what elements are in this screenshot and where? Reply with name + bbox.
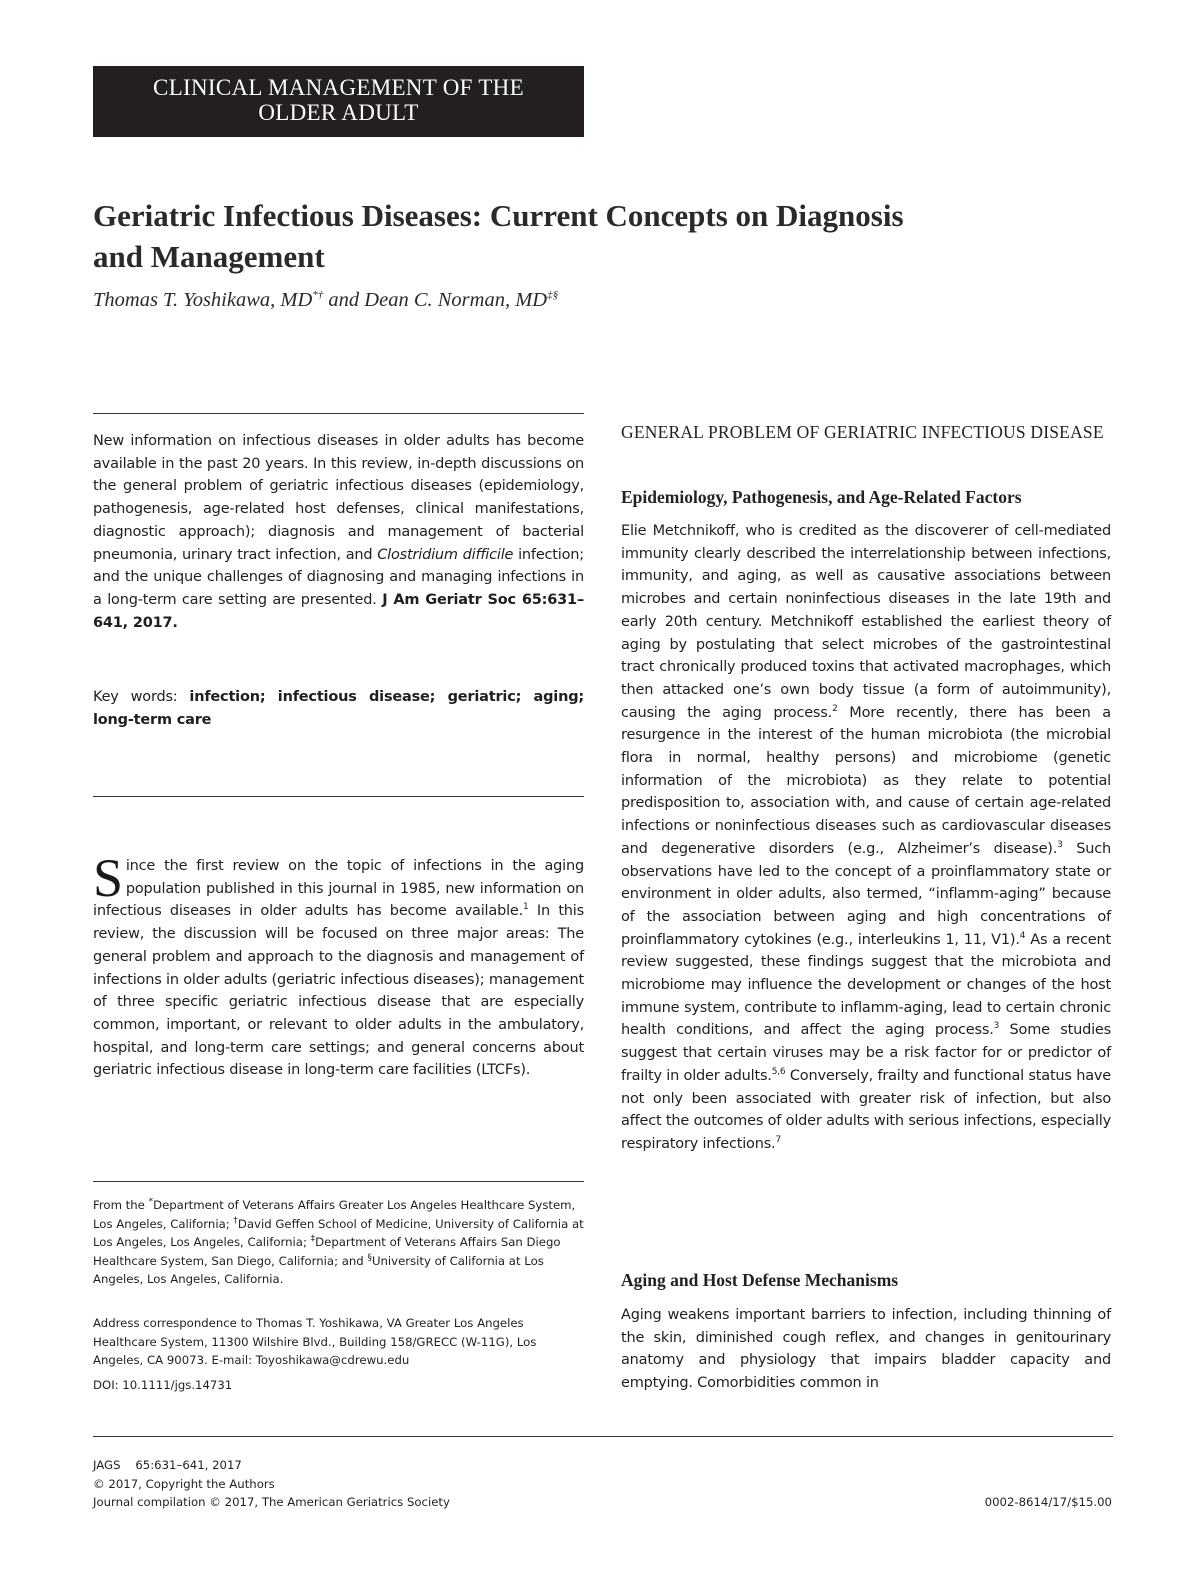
abstract-text: New information on infectious diseases in older adults has become available in the past 20 years. In this review, in-depth discussions on the general problem of geriatric infectious diseases (epidemiology, pathogenesis, age-related host defenses, clinical manifestations, diagnostic approach); diagnosis and management of bacterial pneumonia, urinary tract infection, and	[93, 433, 584, 563]
body-text: More recently, there has been a resurgence in the interest of the human microbiota (the microbial flora in normal, healthy persons) and microbiome (genetic information of the microbiota) as they relate to potential predisposition to, association with, and cause of certain age-related infections or noninfectious diseases such as cardiovascular diseases and degenerative disorders (e.g., Alzheimer’s disease).	[621, 704, 1111, 857]
title-line-2: and Management	[93, 239, 325, 274]
ref-5-6: 5,6	[771, 1067, 786, 1078]
intro-text-1: ince the first review on the topic of infections in the aging population published in this journal in 1985, new information on infectious diseases in older adults has become available.	[93, 858, 584, 920]
abstract-bottom-rule	[93, 796, 584, 797]
abstract-top-rule	[93, 413, 584, 414]
author-2-affil-marks: ‡§	[547, 289, 559, 302]
affil-mark: *	[148, 1197, 154, 1208]
footer-issn: 0002-8614/17/$15.00	[984, 1495, 1112, 1509]
author-2: Dean C. Norman, MD	[364, 289, 548, 311]
body-text: Conversely, frailty and functional status have not only been associated with greater risk of infection, but also affect the outcomes of older adults with serious infections, especially respiratory infections.	[621, 1067, 1111, 1152]
subsection-heading-host-defense: Aging and Host Defense Mechanisms	[621, 1270, 899, 1290]
keywords	[93, 686, 584, 731]
correspondence: Address correspondence to Thomas T. Yoshikawa, VA Greater Los Angeles Healthcare System, 11300 Wilshire Blvd., Building 158/GRECC (W-11G), Los Angeles, CA 90073. E-mail: Toyoshikawa@cdrewu.edu	[93, 1316, 537, 1368]
ref-3: 3	[1057, 840, 1063, 851]
affil-text: From the	[93, 1198, 145, 1212]
intro-text-2: In this review, the discussion will be focused on three major areas: The general problem and approach to the diagnosis and management of infections in older adults (geriatric infectious diseases); management of three specific geriatric infectious disease that are especially common, important, or relevant to older adults in the ambulatory, hospital, and long-term care settings; and general concerns about geriatric infectious disease in long-term care facilities (LTCFs).	[93, 903, 584, 1079]
author-line	[93, 289, 893, 312]
footer-journal: JAGS 65:631–641, 2017	[93, 1458, 242, 1472]
ref-7: 7	[775, 1135, 781, 1146]
ref-2: 2	[832, 703, 838, 714]
author-1-affil-marks: *†	[312, 289, 324, 302]
banner-line-1: CLINICAL MANAGEMENT OF THE	[153, 75, 524, 100]
abstract-text-2: infection; and the unique challenges of diagnosing and managing infections in a long-term care setting are presented.	[93, 546, 584, 608]
footer-rule	[93, 1436, 1113, 1437]
ref-1: 1	[523, 902, 529, 913]
article-title	[93, 195, 1093, 277]
title-line-1: Geriatric Infectious Diseases: Current Concepts on Diagnosis	[93, 198, 904, 233]
footer-copyright: © 2017, Copyright the Authors	[93, 1476, 275, 1491]
section-banner	[93, 66, 584, 137]
body-text: Some studies suggest that certain viruses may be a risk factor for or predictor of frailty in older adults.	[621, 1022, 1111, 1084]
doi-link[interactable]: DOI: 10.1111/jgs.14731	[93, 1378, 233, 1392]
subsection-heading-epidemiology: Epidemiology, Pathogenesis, and Age-Related Factors	[621, 487, 1022, 507]
affiliations	[93, 1196, 584, 1289]
abstract-organism: Clostridium difficile	[377, 546, 514, 563]
affil-text: David Geffen School of Medicine, University of California at Los Angeles, Los Angeles, California;	[93, 1216, 584, 1250]
keywords-label: Key words:	[93, 689, 178, 705]
author-1: Thomas T. Yoshikawa, MD	[93, 289, 313, 311]
keywords-list: infection; infectious disease; geriatric; aging; long-term care	[93, 689, 584, 728]
banner-line-2: OLDER ADULT	[258, 100, 419, 125]
affil-mark: ‡	[310, 1234, 316, 1245]
affil-mark: §	[367, 1252, 372, 1263]
affil-text: University of California at Los Angeles, Los Angeles, California.	[93, 1253, 544, 1287]
intro-paragraph	[93, 848, 584, 1082]
affil-text: Department of Veterans Affairs Greater Los Angeles Healthcare System, Los Angeles, California;	[93, 1198, 576, 1231]
body-paragraph-epidemiology	[621, 520, 1111, 1156]
body-text: Elie Metchnikoff, who is credited as the discoverer of cell-mediated immunity clearly described the interrelationship between infections, immunity, and aging, as well as causative associations between microbes and certain noninfectious diseases in the late 19th and early 20th century. Metchnikoff established the earliest theory of aging by postulating that select microbes of the gastrointestinal tract chronically produced toxins that activated macrophages, which then attacked one’s own body tissue (a form of autoimmunity), causing the aging process.	[621, 523, 1111, 721]
ref-3b: 3	[993, 1021, 1000, 1032]
page-footer	[93, 1456, 693, 1512]
footnote-rule	[93, 1181, 584, 1182]
author-conjunction: and	[328, 289, 360, 311]
body-text: As a recent review suggested, these findings suggest that the microbiota and microbiome may influence the development or changes of the host immune system, contribute to inflamm-aging, lead to certain chronic health conditions, and affect the aging process.	[621, 931, 1111, 1039]
body-text: Such observations have led to the concept of a proinflammatory state or environment in older adults, also termed, “inflamm-aging” because of the association between aging and high concentrations of proinflammatory cytokines (e.g., interleukins 1, 11, V1).	[621, 840, 1111, 948]
affil-mark: †	[233, 1215, 238, 1226]
ref-4: 4	[1019, 930, 1026, 941]
affil-text: Department of Veterans Affairs San Diego Healthcare System, San Diego, California; and	[93, 1235, 561, 1268]
section-heading: GENERAL PROBLEM OF GERIATRIC INFECTIOUS DISEASE	[621, 422, 1104, 442]
abstract	[93, 430, 584, 634]
abstract-citation: J Am Geriatr Soc 65:631–641, 2017.	[93, 591, 584, 631]
footer-compilation: Journal compilation © 2017, The American Geriatrics Society	[93, 1495, 450, 1509]
body-paragraph-host-defense: Aging weakens important barriers to infection, including thinning of the skin, diminished cough reflex, and changes in genitourinary anatomy and physiology that impairs bladder capacity and emptying. Comorbidities common in	[621, 1307, 1111, 1392]
drop-cap: S	[93, 848, 123, 908]
